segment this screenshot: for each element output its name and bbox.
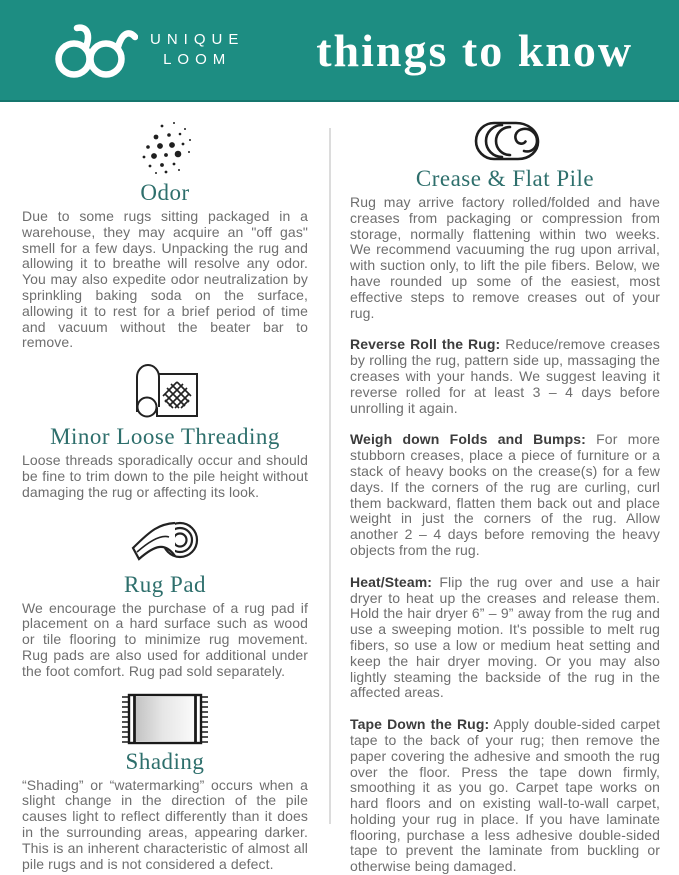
odor-dots-icon xyxy=(22,120,308,176)
rolled-rug-icon xyxy=(22,360,308,420)
tip-text-weigh-down: For more stubborn creases, place a piece of furniture or a stack of heavy books on the crease(s) for a few days. If the corners of the rug are curling, curl them backward, flatten them back out and place weight in just the corners of the rug. Allow another 2 – 4 days before removing the heavy objects from the rug. xyxy=(350,431,660,558)
brand-line1: UNIQUE xyxy=(150,30,245,48)
tip-tape-down xyxy=(350,717,660,875)
header-bar xyxy=(0,0,679,102)
section-body-rug-pad: We encourage the purchase of a rug pad if placement on a hard surface such as wood or tile flooring to minimize rug movement. Rug pads are also used for additional under the foot comfort. Rug pad sold separately. xyxy=(22,599,308,679)
brand-name xyxy=(150,30,244,71)
tip-text-tape-down: Apply double-sided carpet tape to the back of your rug; then remove the paper covering the adhesive and smooth the rug over the floor. Press the tape down firmly, smoothing it as you go. Carpet tape works on hard floors and on existing wall-to-wall carpet, holding your rug in place. If you have laminate flooring, purchase a less adhesive double-sided tape to prevent the laminate from buckling or otherwise being damaged. xyxy=(350,716,660,875)
section-body-shading: “Shading” or “watermarking” occurs when a slight change in the direction of the pile causes light to reflect differently than it does in the surrounding areas, appearing darker. This is an inherent characteristic of almost all pile rugs and is not considered a defect. xyxy=(22,776,308,872)
crease-intro: Rug may arrive factory rolled/folded and have creases from packaging or compression from storage, normally flattening within two weeks. We recommend vacuuming the rug upon arrival, with suction only, to lift the pile fibers. Below, we have rounded up some of the easiest, most effective steps to remove creases out of your rug. xyxy=(350,194,660,321)
section-heading-shading: Shading xyxy=(125,748,205,774)
right-column xyxy=(331,116,679,875)
tip-text-reverse-roll: Reduce/remove creases by rolling the rug, pattern side up, massaging the creases with your hands. We suggest leaving it reverse rolled for at least 3 – 4 days before unrolling it again. xyxy=(350,336,660,416)
tip-label-tape-down: Tape Down the Rug: xyxy=(350,716,490,733)
section-heading-crease: Crease & Flat Pile xyxy=(415,166,595,191)
section-heading-rug-pad: Rug Pad xyxy=(123,571,207,597)
tip-label-weigh-down: Weigh down Folds and Bumps: xyxy=(350,431,586,448)
tip-label-reverse-roll: Reverse Roll the Rug: xyxy=(350,336,501,353)
flat-rug-fringe-icon xyxy=(22,689,308,745)
tip-heat-steam xyxy=(350,575,660,701)
page-title: things to know xyxy=(316,24,634,76)
tip-text-heat-steam: Flip the rug over and use a hair dryer to heat up the creases and release them. Hold the hair dryer 6” – 9” away from the rug and use a sweeping motion. It's possible to melt rug fibers, so use a low or medium heat setting and keep the hair dryer moving. Or you may also lightly steaming the backside of the rug in the affected areas. xyxy=(350,573,660,701)
section-minor-loose-threading xyxy=(22,360,308,500)
section-shading xyxy=(22,689,308,873)
tip-reverse-roll xyxy=(350,337,660,416)
unique-loom-logo-icon xyxy=(50,21,138,79)
left-column xyxy=(0,116,329,872)
tip-label-heat-steam: Heat/Steam: xyxy=(350,573,433,590)
section-heading-threading: Minor Loose Threading xyxy=(50,424,280,450)
tip-weigh-down xyxy=(350,432,660,558)
section-heading-odor: Odor xyxy=(140,180,190,205)
content-area xyxy=(0,102,679,875)
section-odor xyxy=(22,120,308,351)
section-body-threading: Loose threads sporadically occur and should be fine to trim down to the pile height without damaging the rug or affecting its look. xyxy=(22,452,308,500)
brand-line2: LOOM xyxy=(163,51,232,68)
section-body-odor: Due to some rugs sitting packaged in a warehouse, they may acquire an "off gas" smell for a few days. Unpacking the rug and allowing it to breathe will resolve any odor. You may also expedite odor neutralization by sprinkling baking soda on the surface, allowing it to rest for a brief period of time and vacuum without the beater bar to remove. xyxy=(22,208,308,351)
section-rug-pad xyxy=(22,510,308,680)
rolled-rug-spiral-icon xyxy=(350,120,660,162)
rug-pad-roll-icon xyxy=(22,510,308,568)
brand-block xyxy=(50,21,244,79)
